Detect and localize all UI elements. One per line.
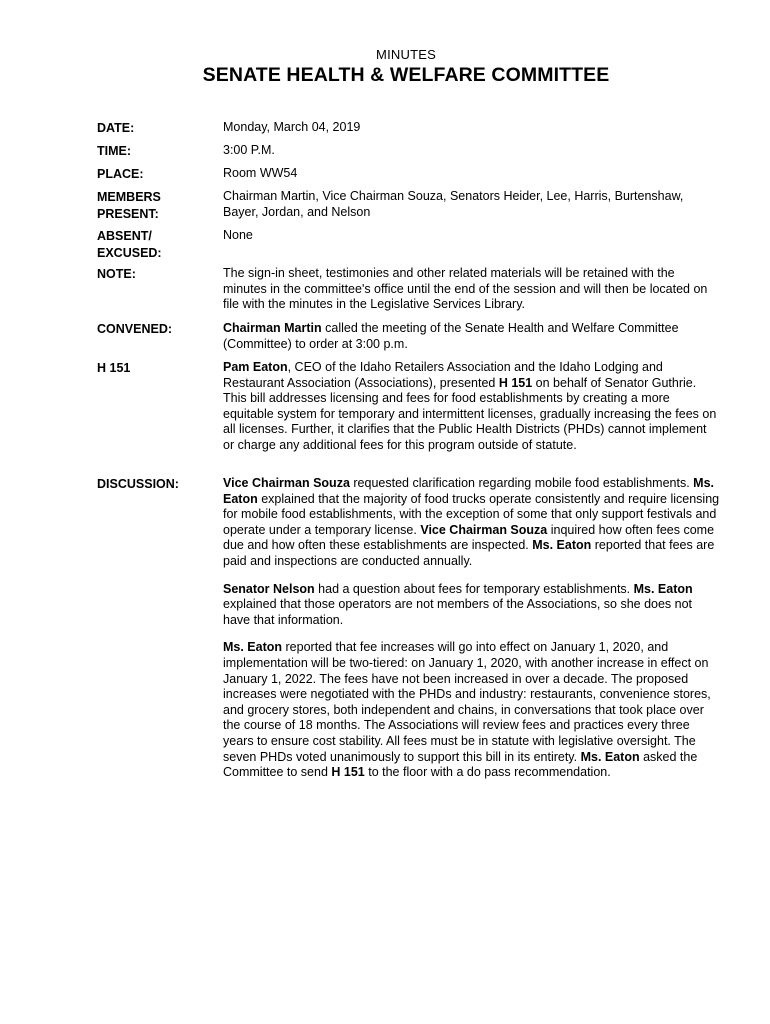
discussion-body: reported that fees are paid and inspections are conducted annually. [223,538,715,568]
date-value: Monday, March 04, 2019 [223,120,361,134]
convened-label: CONVENED: [97,322,173,336]
speaker: Vice Chairman Souza [223,476,350,490]
speaker: Ms. Eaton [223,640,283,655]
discussion-label: DISCUSSION: [97,477,179,491]
h151-speaker: Pam Eaton [223,360,288,374]
place-label: PLACE: [97,167,144,181]
discussion-body: reported that fee increases will go into effect on January 1, 2020, and implementation will be two-tiered: on January 1, 2020, with another increase in effect on January 1, 2022. The fees have not been increased in over a decade. The proposed increases were negotiated with the PHDs and industry: restaurants, convenience stores, and grocery stores, both independent and chains, in conversations that took place over the course of 18 months. The Associations will review fees and practices every three years to ensure cost stability. All fees must be in statute with legislative oversight. The seven PHDs voted unanimously to support this bill in its entirety. [223,640,711,764]
speaker: Ms. Eaton [223,476,714,506]
members-present-value: Chairman Martin, Vice Chairman Souza, Senators Heider, Lee, Harris, Burtenshaw, Bayer, Jordan, and Nelson [223,189,684,219]
speaker: Ms. Eaton [633,581,693,596]
discussion-text [223,476,721,793]
h151-body-1: , CEO of the Idaho Retailers Association and the Idaho Lodging and Restaurant Association (Associations), presented [223,360,663,390]
h151-body-2: on behalf of Senator Guthrie. This bill addresses licensing and fees for food establishments by creating a more equitable system for temporary and intermittent licenses, gradually increasing the fees on all licenses. Further, it clarifies that the Public Health Districts (PHDs) cannot implement or charge any additional fees for this program outside of statute. [223,375,717,452]
discussion-body: explained that those operators are not members of the Associations, so she does not have that information. [223,597,693,627]
absent-value: None [223,228,253,242]
place-value: Room WW54 [223,166,298,180]
speaker: Ms. Eaton [580,749,640,764]
speaker: Senator Nelson [223,581,315,596]
note-label: NOTE: [97,267,136,281]
discussion-body: inquired how often fees come due and how often these establishments are inspected. [223,522,715,553]
discussion-body: to the floor with a do pass recommendation. [364,765,611,780]
discussion-body: had a question about fees for temporary establishments. [314,581,634,596]
document-type-label: MINUTES [376,47,436,62]
h151-bill-ref: H 151 [498,375,533,390]
absent-label: ABSENT/ EXCUSED: [97,229,162,260]
discussion-body: explained that the majority of food trucks operate consistently and require licensing for mobile food establishments, with the exception of some that only support festivals and operate under a temporary license. [223,491,720,537]
convened-text [223,321,721,352]
speaker: Ms. Eaton [532,538,592,553]
discussion-body: asked the Committee to send [223,749,698,780]
discussion-paragraph-2 [223,582,721,629]
h151-label: H 151 [97,361,131,375]
note-value: The sign-in sheet, testimonies and other related materials will be retained with the minutes in the committee's office until the end of the session and will then be located on file with the minutes in the Legislative Services Library. [223,266,708,312]
time-label: TIME: [97,144,132,158]
discussion-paragraph-1 [223,476,721,570]
bill-ref: H 151 [331,765,365,780]
members-present-label: MEMBERS PRESENT: [97,190,161,221]
h151-text [223,360,721,454]
date-label: DATE: [97,121,135,135]
convened-speaker: Chairman Martin [223,321,322,335]
speaker: Vice Chairman Souza [420,522,548,537]
discussion-paragraph-3 [223,640,721,780]
discussion-body: requested clarification regarding mobile food establishments. [349,476,694,490]
convened-body: called the meeting of the Senate Health and Welfare Committee (Committee) to order at 3:00 p.m. [223,321,679,351]
time-value: 3:00 P.M. [223,143,275,157]
committee-title: SENATE HEALTH & WELFARE COMMITTEE [202,64,610,86]
